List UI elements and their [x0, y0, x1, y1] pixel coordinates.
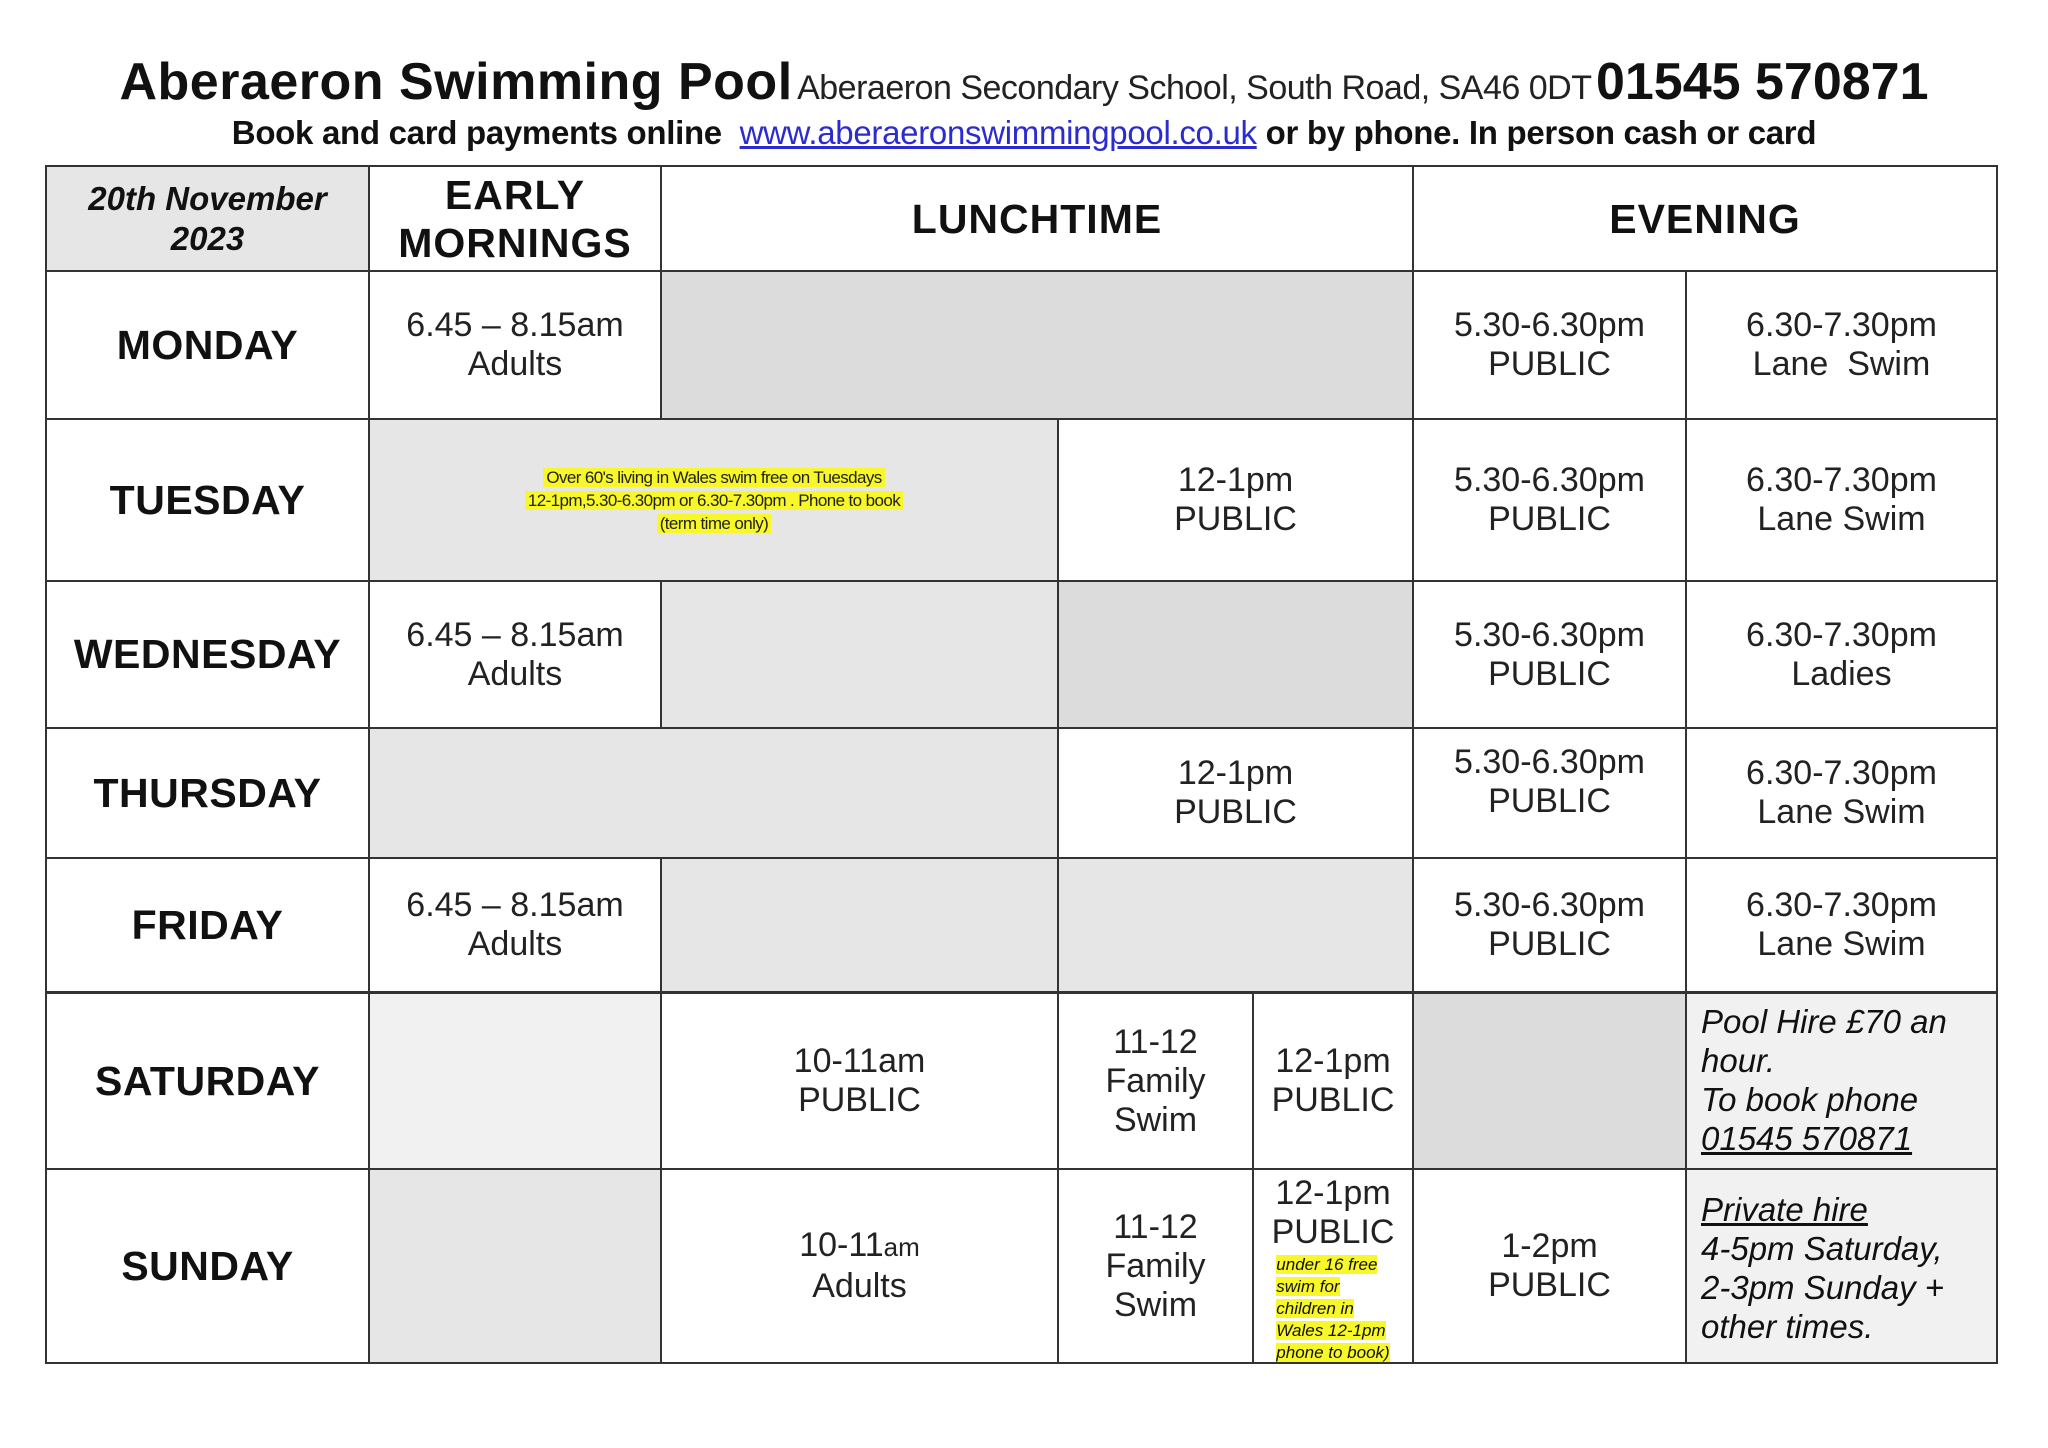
slot-time: 6.30-7.30pm	[1746, 886, 1937, 924]
slot-time: 12-1pm	[1275, 1042, 1391, 1080]
date-line-2: 2023	[170, 219, 245, 257]
note-line-1: Over 60's living in Wales swim free on Tuesdays	[543, 468, 884, 487]
day-tuesday: TUESDAY	[45, 418, 370, 582]
slot-time: 6.30-7.30pm	[1746, 754, 1937, 792]
note-line-3: (term time only)	[657, 514, 771, 533]
slot-label: Ladies	[1791, 654, 1892, 693]
early-line-1: EARLY	[444, 171, 586, 218]
note-line-4: Wales 12-1pm	[1276, 1321, 1386, 1340]
friday-lunch-empty-2	[1057, 857, 1414, 994]
private-hire-line-3: other times.	[1701, 1308, 1874, 1345]
tuesday-lunch	[1057, 418, 1414, 582]
monday-evening-1	[1412, 270, 1687, 420]
day-sunday: SUNDAY	[45, 1168, 370, 1364]
thursday-evening-2	[1685, 727, 1998, 859]
sunday-slot-1	[660, 1168, 1059, 1364]
monday-evening-2	[1685, 270, 1998, 420]
sunday-slot-3	[1252, 1168, 1414, 1364]
slot-label: PUBLIC	[798, 1081, 921, 1119]
note-line-2: 12-1pm,5.30-6.30pm or 6.30-7.30pm . Phone to book	[525, 491, 903, 510]
slot-time: 6.30-7.30pm	[1746, 461, 1937, 499]
slot-time-suffix: am	[883, 1232, 920, 1262]
note-line-3: children in	[1276, 1299, 1354, 1318]
slot-label: Lane Swim	[1757, 500, 1926, 538]
pool-hire-info	[1685, 992, 1998, 1170]
col-header-early-mornings	[368, 165, 662, 272]
day-thursday: THURSDAY	[45, 727, 370, 859]
note-line-1: under 16 free	[1276, 1255, 1378, 1274]
note-line-2: swim for	[1276, 1277, 1340, 1296]
slot-label-2: Swim	[1113, 1100, 1198, 1139]
pool-phone: 01545 570871	[1595, 53, 1929, 111]
slot-time: 12-1pm	[1177, 461, 1294, 499]
slot-time: 11-12	[1113, 1207, 1198, 1246]
slot-label: Adults	[467, 925, 563, 963]
tuesday-evening-1	[1412, 418, 1687, 582]
day-monday: MONDAY	[45, 270, 370, 420]
slot-label: PUBLIC	[1488, 925, 1611, 963]
booking-suffix: or by phone. In person cash or card	[1265, 114, 1817, 151]
slot-label: Adults	[467, 654, 563, 693]
col-header-evening	[1412, 165, 1998, 272]
wednesday-early	[368, 580, 662, 729]
saturday-slot-1	[660, 992, 1059, 1170]
wednesday-evening-2	[1685, 580, 1998, 729]
evening-label: EVENING	[1609, 195, 1801, 242]
slot-time: 6.30-7.30pm	[1746, 306, 1937, 344]
saturday-early-empty	[368, 992, 662, 1170]
slot-time: 12-1pm	[1275, 1174, 1391, 1212]
saturday-evening-empty	[1412, 992, 1687, 1170]
private-hire-line-2: 2-3pm Sunday +	[1701, 1269, 1945, 1306]
day-friday: FRIDAY	[45, 857, 370, 994]
thursday-evening-1	[1412, 727, 1687, 859]
note-line-5: phone to book)	[1276, 1343, 1390, 1362]
page-header	[0, 52, 2048, 112]
slot-label: PUBLIC	[1174, 500, 1297, 538]
early-line-2: MORNINGS	[398, 219, 632, 266]
slot-label: PUBLIC	[1488, 345, 1611, 383]
tuesday-over-60s-note	[368, 418, 1060, 582]
slot-time: 10-11am	[793, 1042, 926, 1080]
slot-time: 5.30-6.30pm	[1454, 615, 1645, 654]
wednesday-lunch-empty-2	[1057, 580, 1414, 729]
pool-title: Aberaeron Swimming Pool	[119, 53, 793, 111]
private-hire-line-1: 4-5pm Saturday,	[1701, 1230, 1943, 1267]
under-16-note	[1276, 1254, 1389, 1364]
saturday-slot-2	[1057, 992, 1254, 1170]
slot-label: PUBLIC	[1271, 1081, 1395, 1119]
friday-early	[368, 857, 662, 994]
day-wednesday: WEDNESDAY	[45, 580, 370, 729]
sunday-slot-2	[1057, 1168, 1254, 1364]
date-header	[45, 165, 370, 272]
slot-time-number: 10-11	[799, 1226, 884, 1264]
thursday-lunch	[1057, 727, 1414, 859]
slot-time: 5.30-6.30pm	[1454, 886, 1645, 924]
pool-hire-line-3: To book phone	[1701, 1081, 1919, 1118]
monday-early	[368, 270, 662, 420]
slot-time: 5.30-6.30pm	[1454, 743, 1645, 781]
tuesday-evening-2	[1685, 418, 1998, 582]
sunday-slot-4	[1412, 1168, 1687, 1364]
slot-label: PUBLIC	[1488, 782, 1611, 820]
website-link[interactable]: www.aberaeronswimmingpool.co.uk	[739, 114, 1257, 151]
booking-prefix: Book and card payments online	[231, 114, 722, 151]
monday-lunch-empty	[660, 270, 1414, 420]
slot-time: 6.45 – 8.15am	[406, 306, 624, 344]
slot-time: 11-12	[1113, 1022, 1198, 1061]
slot-time: 6.30-7.30pm	[1746, 615, 1937, 654]
col-header-lunchtime	[660, 165, 1414, 272]
friday-evening-2	[1685, 857, 1998, 994]
slot-time: 12-1pm	[1177, 754, 1294, 792]
booking-line	[0, 114, 2048, 152]
slot-label: PUBLIC	[1488, 500, 1611, 538]
slot-time: 1-2pm	[1501, 1227, 1598, 1265]
slot-label: Adults	[467, 345, 563, 383]
slot-time	[799, 1226, 920, 1267]
slot-time: 5.30-6.30pm	[1454, 461, 1645, 499]
day-saturday: SATURDAY	[45, 992, 370, 1170]
private-hire-heading: Private hire	[1701, 1191, 1868, 1228]
slot-label: Lane Swim	[1757, 793, 1926, 831]
pool-hire-line-2: hour.	[1701, 1042, 1775, 1079]
slot-label: PUBLIC	[1271, 1213, 1395, 1251]
slot-label: PUBLIC	[1488, 1266, 1611, 1304]
pool-hire-line-1: Pool Hire £70 an	[1701, 1003, 1947, 1040]
wednesday-evening-1	[1412, 580, 1687, 729]
pool-hire-phone: 01545 570871	[1701, 1120, 1913, 1157]
thursday-empty	[368, 727, 1060, 859]
slot-label-1: Family	[1105, 1061, 1206, 1100]
slot-label: Lane Swim	[1757, 925, 1926, 963]
date-line-1: 20th November	[88, 179, 327, 217]
private-hire-info	[1685, 1168, 1998, 1364]
slot-label-2: Swim	[1113, 1285, 1198, 1324]
friday-evening-1	[1412, 857, 1687, 994]
pool-address: Aberaeron Secondary School, South Road, SA46 0DT	[797, 69, 1592, 107]
sunday-early-empty	[368, 1168, 662, 1364]
saturday-slot-3	[1252, 992, 1414, 1170]
slot-label: PUBLIC	[1488, 654, 1611, 693]
slot-time: 6.45 – 8.15am	[406, 615, 624, 654]
slot-label: PUBLIC	[1174, 793, 1297, 831]
slot-label: Adults	[812, 1267, 907, 1305]
slot-label: Lane Swim	[1752, 345, 1931, 383]
friday-lunch-empty-1	[660, 857, 1059, 994]
slot-label-1: Family	[1105, 1246, 1206, 1285]
wednesday-lunch-empty-1	[660, 580, 1059, 729]
slot-time: 5.30-6.30pm	[1454, 306, 1645, 344]
slot-time: 6.45 – 8.15am	[406, 886, 624, 924]
lunchtime-label: LUNCHTIME	[911, 195, 1163, 242]
